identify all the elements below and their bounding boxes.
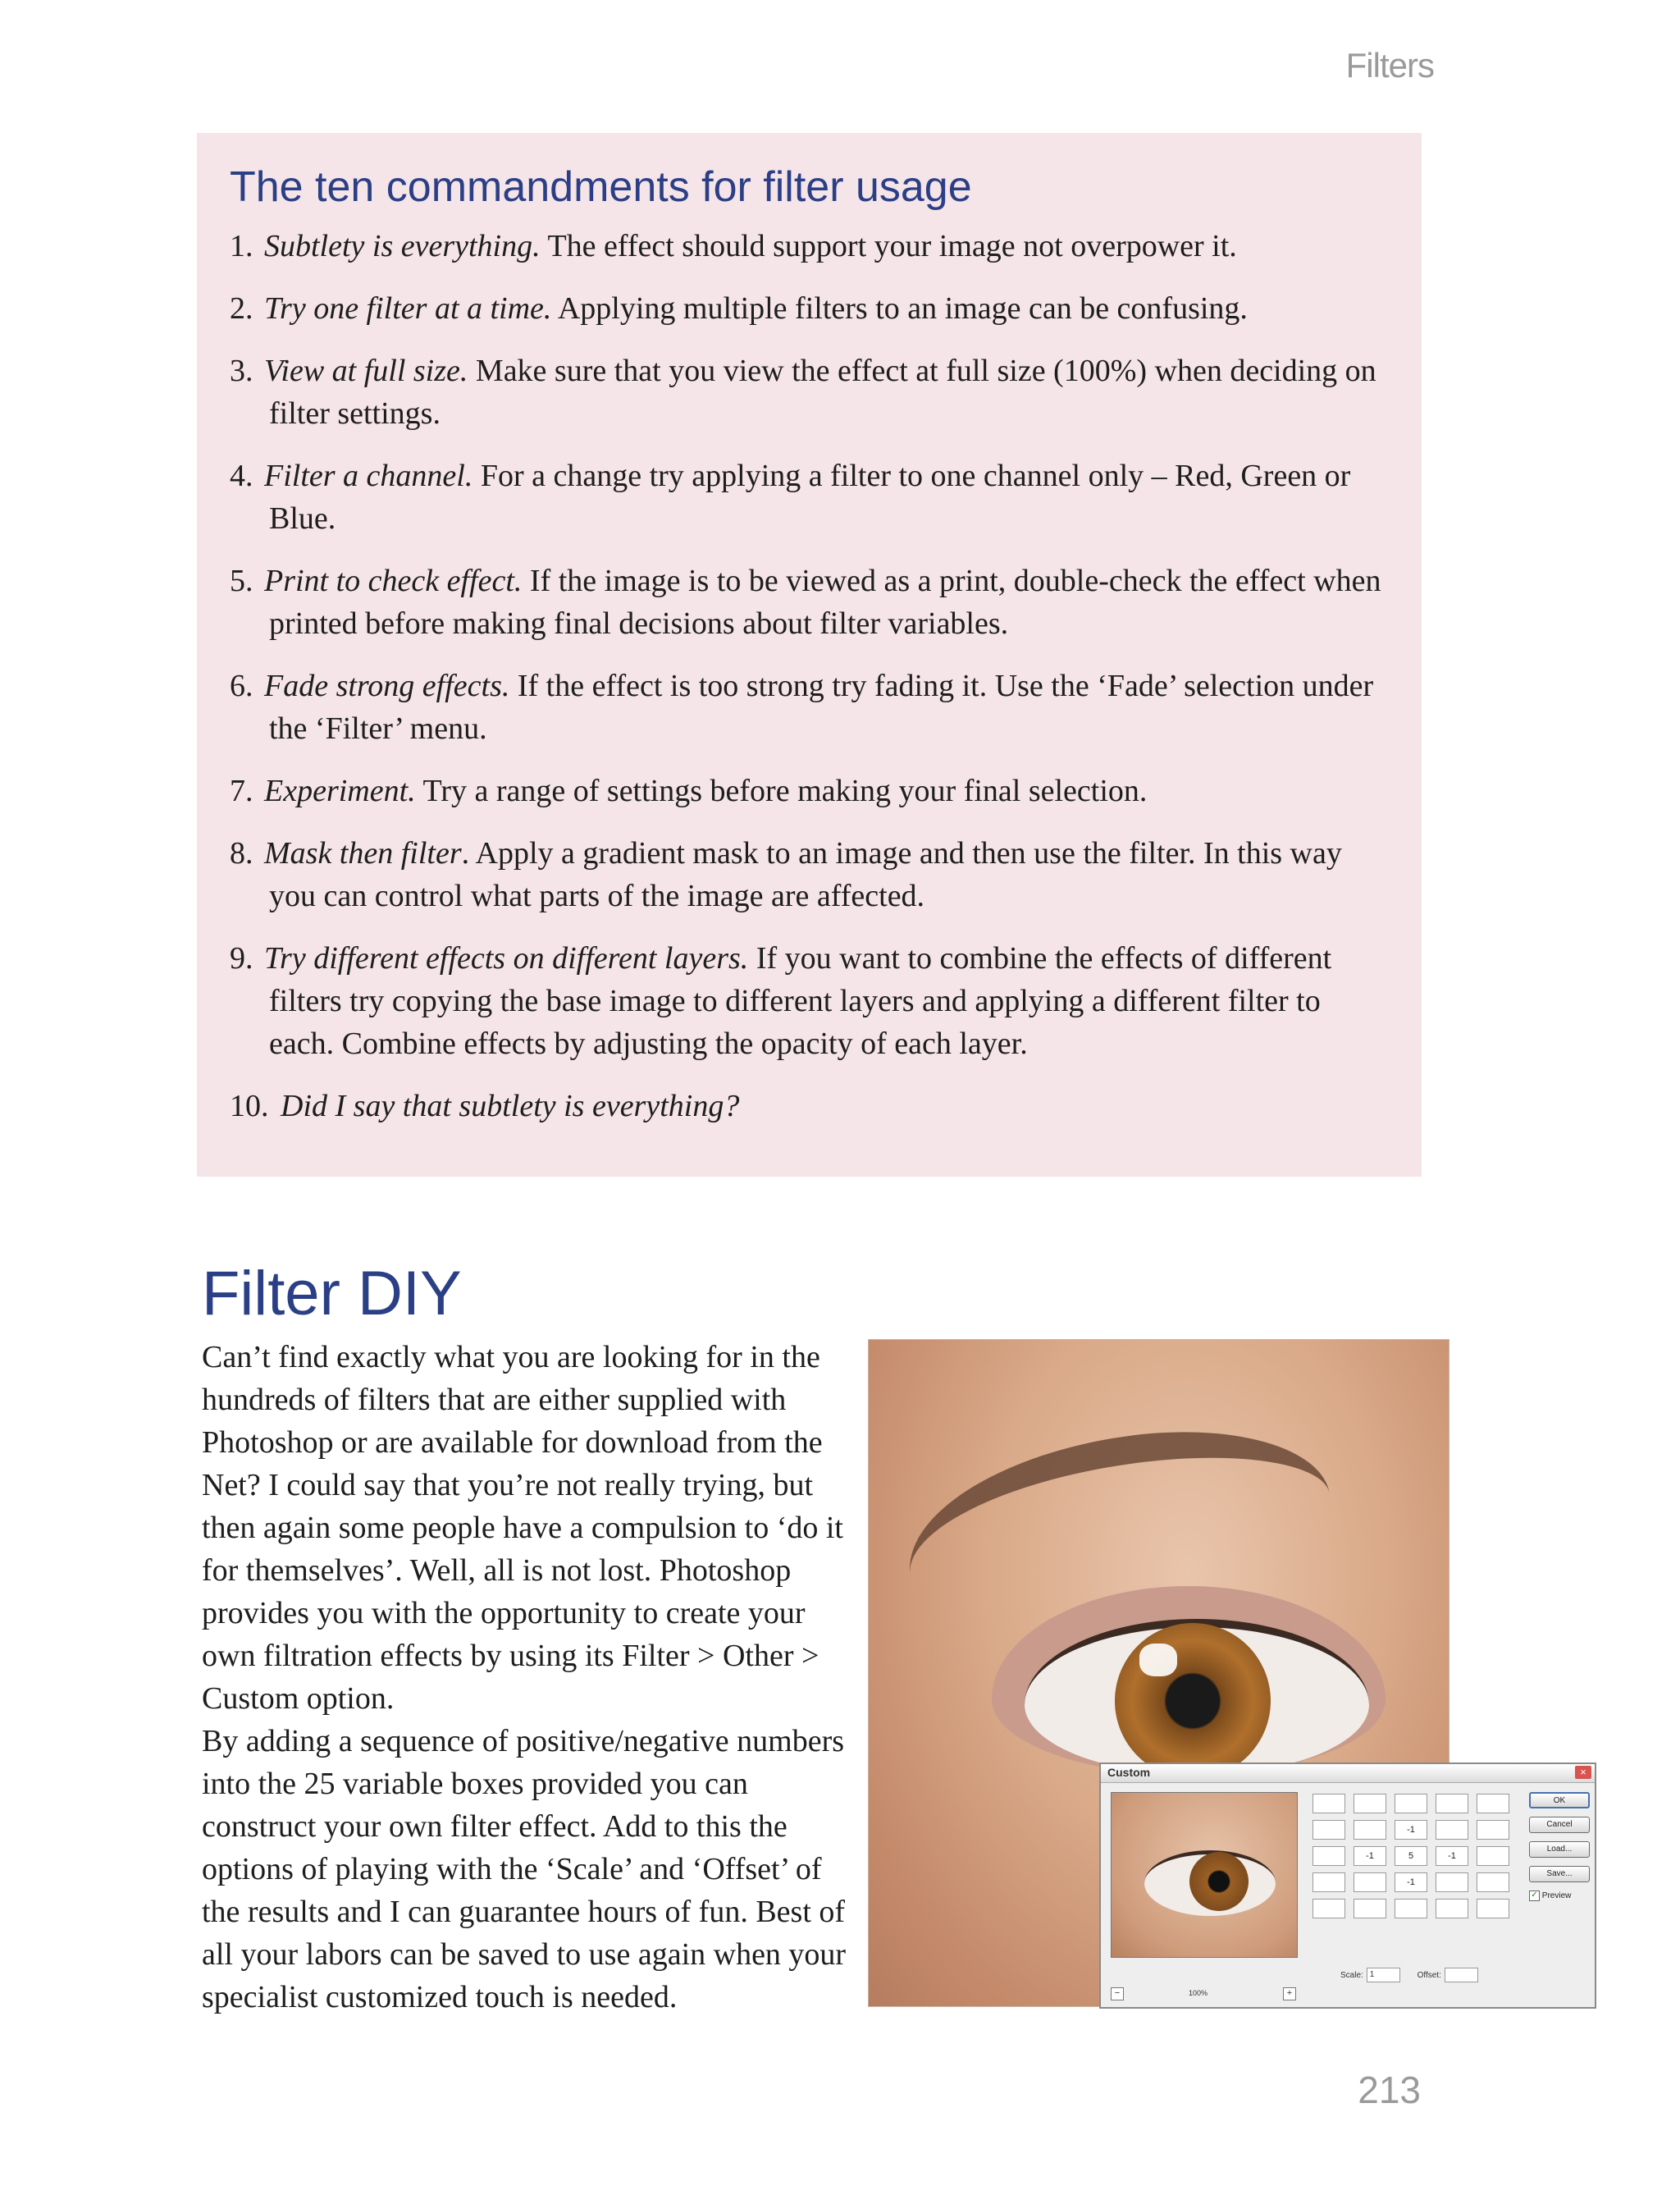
scale-offset-row (1340, 1968, 1493, 1982)
commandment-text: If you want to combine the effects of different filters try copying the base image to different layers and applying a different filter to each. Combine effects by adjusting the opacity of each layer. (269, 941, 1332, 1061)
close-icon[interactable]: × (1575, 1766, 1591, 1779)
commandment-number: 7. (230, 774, 253, 808)
commandment-item (230, 1085, 1389, 1127)
commandment-text: The effect should support your image not overpower it. (540, 229, 1237, 263)
dialog-title: Custom (1107, 1766, 1151, 1779)
preview-iris (1189, 1852, 1249, 1911)
commandment-item (230, 665, 1389, 750)
offset-input[interactable] (1445, 1968, 1478, 1982)
commandments-list (230, 225, 1389, 1127)
commandment-item (230, 455, 1389, 540)
kernel-cell[interactable] (1477, 1794, 1509, 1813)
kernel-cell[interactable] (1436, 1794, 1468, 1813)
cancel-button[interactable]: Cancel (1529, 1817, 1590, 1833)
commandment-text: If the image is to be viewed as a print, double-check the effect when printed before making final decisions about filter variables. (269, 564, 1381, 641)
kernel-cell[interactable] (1436, 1872, 1468, 1892)
commandment-item (230, 350, 1389, 435)
zoom-level: 100% (1189, 1989, 1208, 1997)
commandment-lead: Try different effects on different layers. (264, 941, 749, 976)
commandment-text: Make sure that you view the effect at full size (100%) when deciding on filter settings. (269, 354, 1376, 431)
commandment-lead: Fade strong effects. (264, 669, 510, 703)
iris (1115, 1623, 1271, 1779)
offset-label: Offset: (1417, 1970, 1441, 1980)
commandment-text: If the effect is too strong try fading it. Use the ‘Fade’ selection under the ‘Filter’ menu. (269, 669, 1374, 746)
commandment-lead: Subtlety is everything. (264, 229, 541, 263)
kernel-cell[interactable] (1477, 1872, 1509, 1892)
commandment-number: 1. (230, 229, 253, 263)
running-head: Filters (1345, 46, 1434, 85)
custom-filter-dialog (1099, 1763, 1596, 2009)
kernel-cell[interactable] (1312, 1794, 1345, 1813)
eyebrow (896, 1410, 1335, 1586)
commandment-number: 2. (230, 291, 253, 326)
body-paragraph: By adding a sequence of positive/negative numbers into the 25 variable boxes provided you can construct your own filter effect. Add to this the options of playing with the ‘Scale’ and ‘Offset’ of the results and I can guarantee hours of fun. Best of all your labors can be saved to use again when your specialist customized touch is needed. (202, 1724, 847, 2014)
preview-checkbox[interactable]: ✓ (1529, 1891, 1540, 1901)
commandment-text: . Apply a gradient mask to an image and then use the filter. In this way you can control what parts of the image are affected. (269, 836, 1342, 913)
commandment-number: 6. (230, 669, 253, 703)
commandment-number: 3. (230, 354, 253, 388)
kernel-cell[interactable]: 5 (1395, 1846, 1427, 1866)
commandment-lead: Try one filter at a time. (264, 291, 552, 326)
commandment-text: For a change try applying a filter to one channel only – Red, Green or Blue. (269, 459, 1351, 536)
filter-preview[interactable] (1111, 1792, 1298, 1958)
kernel-cell[interactable]: -1 (1395, 1820, 1427, 1840)
commandment-item (230, 560, 1389, 645)
kernel-cell[interactable]: -1 (1395, 1872, 1427, 1892)
kernel-cell[interactable] (1354, 1820, 1386, 1840)
commandment-item (230, 832, 1389, 917)
save-button[interactable]: Save... (1529, 1866, 1590, 1882)
commandment-item (230, 770, 1389, 812)
commandment-number: 9. (230, 941, 253, 976)
commandment-number: 5. (230, 564, 253, 598)
ok-button[interactable]: OK (1529, 1792, 1590, 1808)
kernel-grid (1312, 1794, 1509, 1918)
kernel-cell[interactable]: -1 (1436, 1846, 1468, 1866)
kernel-cell[interactable]: -1 (1354, 1846, 1386, 1866)
load-button[interactable]: Load... (1529, 1841, 1590, 1858)
kernel-cell[interactable] (1477, 1820, 1509, 1840)
zoom-in-button[interactable]: + (1283, 1987, 1296, 2000)
kernel-cell[interactable] (1395, 1794, 1427, 1813)
scale-input[interactable]: 1 (1367, 1968, 1400, 1982)
kernel-cell[interactable] (1312, 1899, 1345, 1918)
kernel-cell[interactable] (1395, 1899, 1427, 1918)
commandment-lead: Filter a channel. (264, 459, 473, 493)
commandment-item (230, 287, 1389, 330)
body-paragraph: Can’t find exactly what you are looking for in the hundreds of filters that are either supplied with Photoshop or are available for download from the Net? I could say that you’re not really trying, but then again some people have a compulsion to ‘do it for themselves’. Well, all is not lost. Photoshop provides you with the opportunity to create your own filtration effects by using its Filter > Other > Custom option. (202, 1340, 843, 1716)
scale-label: Scale: (1340, 1970, 1363, 1980)
commandment-lead: Experiment. (264, 774, 416, 808)
commandment-lead: View at full size. (264, 354, 468, 388)
kernel-cell[interactable] (1312, 1846, 1345, 1866)
commandment-number: 4. (230, 459, 253, 493)
preview-label: Preview (1541, 1891, 1572, 1901)
dialog-buttons (1529, 1792, 1591, 1901)
commandment-item (230, 225, 1389, 267)
commandment-lead: Mask then filter (264, 836, 462, 871)
preview-checkbox-row[interactable] (1529, 1891, 1591, 1901)
kernel-cell[interactable] (1436, 1820, 1468, 1840)
commandment-number: 8. (230, 836, 253, 871)
box-title: The ten commandments for filter usage (230, 163, 972, 211)
zoom-bar (1111, 1987, 1296, 2000)
commandment-item (230, 937, 1389, 1065)
body-text (202, 1336, 850, 2019)
kernel-cell[interactable] (1477, 1899, 1509, 1918)
kernel-cell[interactable] (1477, 1846, 1509, 1866)
kernel-cell[interactable] (1312, 1820, 1345, 1840)
kernel-cell[interactable] (1312, 1872, 1345, 1892)
commandments-box (197, 133, 1422, 1177)
page-number: 213 (1358, 2069, 1421, 2111)
kernel-cell[interactable] (1354, 1794, 1386, 1813)
kernel-cell[interactable] (1354, 1872, 1386, 1892)
kernel-cell[interactable] (1354, 1899, 1386, 1918)
commandment-text: Try a range of settings before making your final selection. (415, 774, 1148, 808)
dialog-titlebar[interactable] (1101, 1764, 1595, 1783)
eye-glint (1139, 1644, 1177, 1676)
commandment-lead: Print to check effect. (264, 564, 523, 598)
section-title: Filter DIY (202, 1259, 462, 1328)
commandment-text: Applying multiple filters to an image can be confusing. (551, 291, 1248, 326)
kernel-cell[interactable] (1436, 1899, 1468, 1918)
commandment-number: 10. (230, 1089, 269, 1123)
zoom-out-button[interactable]: − (1111, 1987, 1124, 2000)
commandment-lead: Did I say that subtlety is everything? (281, 1089, 740, 1123)
